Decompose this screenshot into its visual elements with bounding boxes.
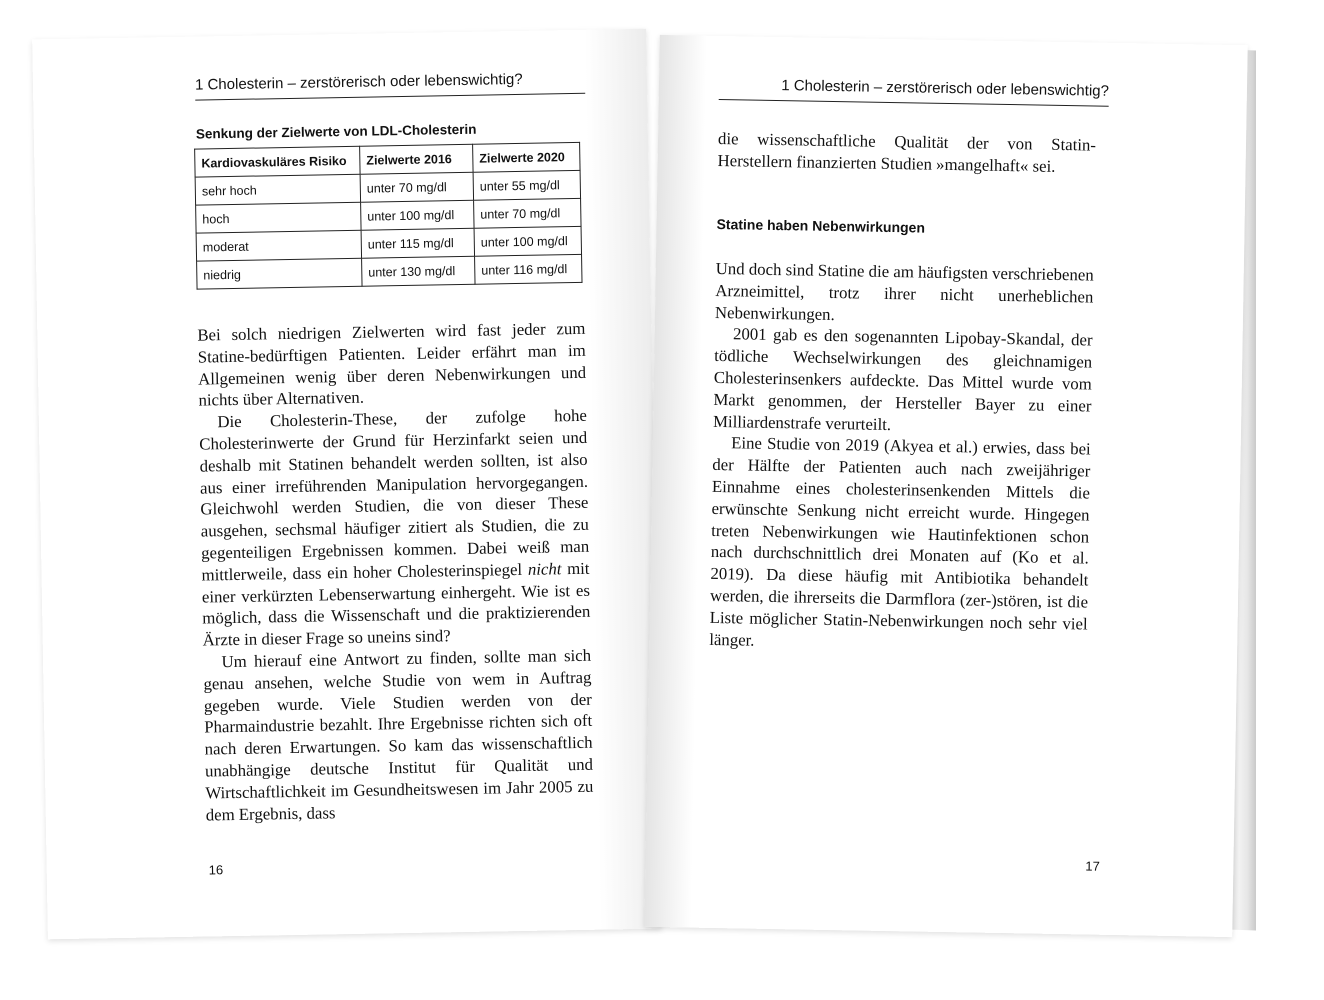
table-cell: unter 70 mg/dl xyxy=(360,172,473,202)
paragraph: Und doch sind Statine die am häufigsten verschriebenen Arzneimittel, trotz ihrer nicht unerheblichen Nebenwirkungen. xyxy=(714,258,1094,324)
paragraph-text: mit einer verkürzten Lebenserwartung einhergeht. Wie ist es möglich, dass die Wissenschaft und die praktizierenden Ärzte in dieser Frage so uneins sind? xyxy=(201,558,591,650)
paragraph-text: Die Cholesterin-These, der zufolge hohe Cholesterinwerte der Grund für Herzinfarkt seien und deshalb mit Statinen behandelt werden sollten, ist also aus einer irreführenden Manipulation hervorgegangen. Gleichwohl werden Studien, die von dieser These ausgehen, sechsmal häufiger zitiert als Studien, die zu gegenteiligen Ergebnissen kommen. Dabei weiß man mittlerweile, dass ein hoher Cholesterinspiegel xyxy=(199,405,590,585)
right-body-text xyxy=(709,258,1094,657)
left-body-text xyxy=(197,318,594,826)
table-row xyxy=(197,254,582,289)
paragraph: Bei solch niedrigen Zielwerten wird fast jeder zum Statine-bedürftigen Patienten. Leider erfährt man im Allgemeinen wenig über deren Nebenwirkungen und nichts über Alternativen. xyxy=(197,318,587,410)
paragraph: die wissenschaftliche Qualität der von Statin-Herstellern finanzierten Studien »mangelhaft« sei. xyxy=(717,128,1097,176)
emphasis-text: nicht xyxy=(527,559,562,579)
table-cell: niedrig xyxy=(197,258,362,289)
page-number: 16 xyxy=(208,862,224,878)
left-page xyxy=(32,29,662,940)
table-cell: unter 55 mg/dl xyxy=(473,170,580,200)
paragraph: 2001 gab es den sogenannten Lipobay-Skandal, der tödliche Wechselwirkungen des gleichnamigen Cholesterinsenkers aufdeckte. Das Mittel wurde vom Markt genommen, der Hersteller Bayer zu einer Milliardenstrafe verurteilt. xyxy=(712,324,1093,434)
table-cell: unter 70 mg/dl xyxy=(474,198,581,228)
table-cell: hoch xyxy=(196,202,361,233)
right-page xyxy=(644,35,1247,937)
paragraph: Um hierauf eine Antwort zu finden, sollte man sich genau ansehen, welche Studie von wem in Auftrag gegeben wurde. Viele Studien werden von der Pharmaindustrie bezahlt. Ihre Ergebnisse richten sich oft nach deren Erwartungen. So kam das wissenschaftlich unabhängige deutsche Institut für Qualität und Wirtschaftlichkeit im Gesundheitswesen im Jahr 2005 zu dem Ergebnis, dass xyxy=(203,645,594,825)
section-heading: Statine haben Nebenwirkungen xyxy=(716,215,926,236)
paragraph xyxy=(199,405,591,652)
table-header: Zielwerte 2020 xyxy=(473,142,580,172)
table-cell: unter 100 mg/dl xyxy=(474,226,581,256)
table-cell: unter 100 mg/dl xyxy=(361,200,474,230)
paragraph: Eine Studie von 2019 (Akyea et al.) erwies, dass bei der Hälfte der Patienten auch nach zweijähriger Einnahme eines cholesterinsenkenden Mittels die erwünschte Senkung nicht erreicht wurde. Hingegen treten Nebenwirkungen wie Hautinfektionen schon nach durchschnittlich drei Monaten auf (Ko et al. 2019). Da diese häufig mit Antibiotika behandelt werden, die ihrerseits die Darmflora (zer-)stören, ist die Liste möglicher Statin-Nebenwirkungen noch sehr viel länger. xyxy=(709,433,1091,650)
table-header: Kardiovaskuläres Risiko xyxy=(195,146,360,177)
running-head: 1 Cholesterin – zerstörerisch oder lebenswichtig? xyxy=(719,76,1109,107)
table-cell: moderat xyxy=(196,230,361,261)
table-cell: unter 116 mg/dl xyxy=(475,254,582,284)
table-cell: sehr hoch xyxy=(195,174,360,205)
ldl-target-table xyxy=(194,142,582,290)
table-title: Senkung der Zielwerte von LDL-Cholesterin xyxy=(195,121,477,142)
table-cell: unter 115 mg/dl xyxy=(361,228,474,258)
continuation-text xyxy=(717,128,1096,178)
running-head: 1 Cholesterin – zerstörerisch oder lebenswichtig? xyxy=(195,70,585,101)
table-cell: unter 130 mg/dl xyxy=(362,256,475,286)
table-header: Zielwerte 2016 xyxy=(360,144,473,174)
page-number: 17 xyxy=(1085,858,1100,874)
